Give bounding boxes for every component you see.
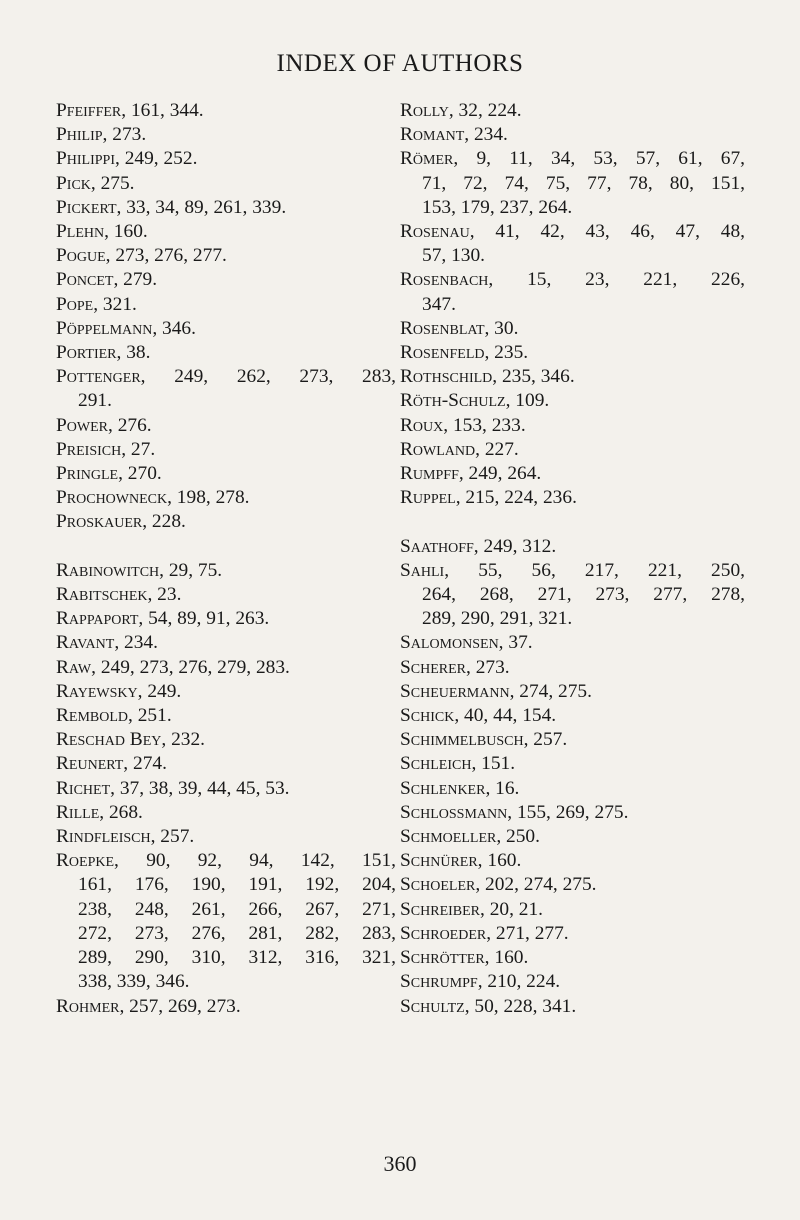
entry-line: Power, 276. bbox=[56, 414, 152, 436]
entry-line: Rosenfeld, 235. bbox=[400, 342, 529, 364]
entry-line: Rohmer, 257, 269, 273. bbox=[56, 995, 241, 1017]
index-entry bbox=[400, 752, 745, 776]
index-entry bbox=[56, 607, 396, 631]
index-entry bbox=[400, 849, 745, 873]
entry-line: Ruppel, 215, 224, 236. bbox=[400, 487, 577, 509]
index-entry bbox=[56, 680, 396, 704]
entry-line: Schick, 40, 44, 154. bbox=[400, 705, 557, 727]
index-entry bbox=[56, 801, 396, 825]
index-entry bbox=[56, 172, 396, 196]
index-entry bbox=[400, 680, 745, 704]
index-entry bbox=[400, 462, 745, 486]
entry-line: Raw, 249, 273, 276, 279, 283. bbox=[56, 656, 290, 678]
entry-line: Reunert, 274. bbox=[56, 753, 167, 775]
entry-line: Schreiber, 20, 21. bbox=[400, 898, 544, 920]
index-entry bbox=[56, 995, 396, 1019]
entry-line: Rindfleisch, 257. bbox=[56, 826, 195, 848]
entry-line: Richet, 37, 38, 39, 44, 45, 53. bbox=[56, 777, 290, 799]
index-entry bbox=[56, 414, 396, 438]
index-entry bbox=[56, 583, 396, 607]
entry-line: Rabinowitch, 29, 75. bbox=[56, 559, 223, 581]
entry-line: Romant, 234. bbox=[400, 124, 508, 146]
entry-continuation-line: 272, 273, 276, 281, 282, 283, bbox=[78, 922, 396, 944]
entry-line: Roepke, 90, 92, 94, 142, 151, bbox=[56, 850, 396, 872]
entry-continuation-line: 238, 248, 261, 266, 267, 271, bbox=[78, 898, 396, 920]
index-entry bbox=[400, 995, 745, 1019]
entry-continuation-line: 71, 72, 74, 75, 77, 78, 80, 151, bbox=[422, 172, 745, 194]
index-entry bbox=[56, 777, 396, 801]
index-entry bbox=[56, 752, 396, 776]
index-entry bbox=[56, 510, 396, 534]
entry-line: Rowland, 227. bbox=[400, 438, 519, 460]
entry-line: Reschad Bey, 232. bbox=[56, 729, 206, 751]
index-entry bbox=[56, 849, 396, 994]
entry-line: Röth-Schulz, 109. bbox=[400, 390, 550, 412]
index-entry bbox=[56, 656, 396, 680]
entry-line: Schleich, 151. bbox=[400, 753, 516, 775]
entry-line: Philip, 273. bbox=[56, 124, 147, 146]
entry-line: Rembold, 251. bbox=[56, 705, 172, 727]
entry-line: Schlenker, 16. bbox=[400, 777, 520, 799]
index-entry bbox=[56, 317, 396, 341]
page-title: INDEX OF AUTHORS bbox=[276, 50, 524, 77]
index-entry bbox=[400, 317, 745, 341]
entry-continuation-line: 289, 290, 291, 321. bbox=[422, 608, 573, 630]
index-entry bbox=[400, 801, 745, 825]
index-entry bbox=[400, 486, 745, 510]
index-entry bbox=[400, 389, 745, 413]
index-entry bbox=[56, 341, 396, 365]
entry-line: Römer, 9, 11, 34, 53, 57, 61, 67, bbox=[400, 148, 745, 170]
entry-line: Philippi, 249, 252. bbox=[56, 148, 198, 170]
index-entry bbox=[56, 728, 396, 752]
entry-line: Pringle, 270. bbox=[56, 463, 162, 485]
entry-line: Preisich, 27. bbox=[56, 438, 156, 460]
index-entry bbox=[400, 728, 745, 752]
entry-line: Pope, 321. bbox=[56, 293, 137, 315]
index-entry bbox=[56, 147, 396, 171]
entry-continuation-line: 347. bbox=[422, 293, 456, 315]
entry-line: Schimmelbusch, 257. bbox=[400, 729, 568, 751]
index-entry bbox=[56, 704, 396, 728]
page-number: 360 bbox=[383, 1151, 417, 1176]
index-entry bbox=[56, 244, 396, 268]
index-entry bbox=[56, 462, 396, 486]
index-entry bbox=[400, 438, 745, 462]
index-entry bbox=[400, 341, 745, 365]
entry-line: Pottenger, 249, 262, 273, 283, bbox=[56, 366, 396, 388]
entry-line: Roux, 153, 233. bbox=[400, 414, 526, 436]
index-entry bbox=[56, 365, 396, 413]
index-entry bbox=[400, 704, 745, 728]
entry-line: Plehn, 160. bbox=[56, 221, 148, 243]
entry-continuation-line: 161, 176, 190, 191, 192, 204, bbox=[78, 874, 396, 896]
entry-line: Schrötter, 160. bbox=[400, 947, 529, 969]
entry-continuation-line: 57, 130. bbox=[422, 245, 486, 267]
entry-line: Scheuermann, 274, 275. bbox=[400, 680, 592, 702]
entry-line: Pogue, 273, 276, 277. bbox=[56, 245, 227, 267]
entry-line: Saathoff, 249, 312. bbox=[400, 535, 557, 557]
index-entry bbox=[56, 99, 396, 123]
index-entry bbox=[400, 147, 745, 220]
index-entry bbox=[400, 777, 745, 801]
index-entry bbox=[56, 438, 396, 462]
entry-line: Sahli, 55, 56, 217, 221, 250, bbox=[400, 559, 745, 581]
entry-line: Rosenblat, 30. bbox=[400, 317, 519, 339]
right-column bbox=[400, 99, 745, 1019]
index-entry bbox=[400, 559, 745, 632]
index-entry bbox=[400, 220, 745, 268]
entry-line: Poncet, 279. bbox=[56, 269, 158, 291]
index-entry bbox=[400, 898, 745, 922]
entry-line: Portier, 38. bbox=[56, 342, 151, 364]
entry-line: Rappaport, 54, 89, 91, 263. bbox=[56, 608, 270, 630]
entry-line: Schoeler, 202, 274, 275. bbox=[400, 874, 597, 896]
index-entry bbox=[400, 656, 745, 680]
index-entry bbox=[56, 825, 396, 849]
index-entry bbox=[56, 559, 396, 583]
left-column bbox=[56, 99, 396, 1019]
entry-line: Proskauer, 228. bbox=[56, 511, 186, 533]
entry-line: Rosenau, 41, 42, 43, 46, 47, 48, bbox=[400, 221, 745, 243]
index-entry bbox=[56, 293, 396, 317]
index-entry bbox=[400, 268, 745, 316]
entry-line: Schlossmann, 155, 269, 275. bbox=[400, 801, 629, 823]
index-entry bbox=[56, 631, 396, 655]
index-entry bbox=[400, 365, 745, 389]
entry-line: Salomonsen, 37. bbox=[400, 632, 533, 654]
entry-line: Schnürer, 160. bbox=[400, 850, 522, 872]
entry-line: Rolly, 32, 224. bbox=[400, 100, 522, 121]
entry-line: Rayewsky, 249. bbox=[56, 680, 182, 702]
index-entry bbox=[400, 535, 745, 559]
entry-line: Rosenbach, 15, 23, 221, 226, bbox=[400, 269, 745, 291]
entry-line: Schmoeller, 250. bbox=[400, 826, 540, 848]
index-entry bbox=[400, 946, 745, 970]
index-entry bbox=[400, 922, 745, 946]
entry-line: Rothschild, 235, 346. bbox=[400, 366, 575, 388]
index-entry bbox=[400, 873, 745, 897]
entry-line: Schultz, 50, 228, 341. bbox=[400, 995, 577, 1017]
entry-line: Pöppelmann, 346. bbox=[56, 317, 196, 339]
entry-line: Rumpff, 249, 264. bbox=[400, 463, 542, 485]
index-entry bbox=[56, 220, 396, 244]
index-entry bbox=[400, 123, 745, 147]
index-entry bbox=[400, 970, 745, 994]
index-entry bbox=[400, 99, 745, 123]
index-entry bbox=[56, 123, 396, 147]
index-entry bbox=[56, 196, 396, 220]
index-entry bbox=[56, 268, 396, 292]
entry-line: Ravant, 234. bbox=[56, 632, 158, 654]
index-entry bbox=[56, 486, 396, 510]
entry-continuation-line: 289, 290, 310, 312, 316, 321, bbox=[78, 947, 396, 969]
entry-line: Scherer, 273. bbox=[400, 656, 510, 678]
entry-line: Rabitschek, 23. bbox=[56, 584, 182, 606]
entry-line: Schroeder, 271, 277. bbox=[400, 922, 569, 944]
entry-continuation-line: 153, 179, 237, 264. bbox=[422, 196, 573, 218]
entry-line: Pick, 275. bbox=[56, 172, 135, 194]
entry-continuation-line: 338, 339, 346. bbox=[78, 971, 190, 993]
entry-line: Prochowneck, 198, 278. bbox=[56, 487, 250, 509]
entry-line: Pickert, 33, 34, 89, 261, 339. bbox=[56, 196, 287, 218]
entry-line: Rille, 268. bbox=[56, 801, 143, 823]
entry-line: Schrumpf, 210, 224. bbox=[400, 971, 561, 993]
index-entry bbox=[400, 414, 745, 438]
entry-line: Pfeiffer, 161, 344. bbox=[56, 100, 204, 121]
entry-continuation-line: 264, 268, 271, 273, 277, 278, bbox=[422, 584, 745, 606]
index-entry bbox=[400, 825, 745, 849]
index-entry bbox=[400, 631, 745, 655]
entry-continuation-line: 291. bbox=[78, 390, 112, 412]
